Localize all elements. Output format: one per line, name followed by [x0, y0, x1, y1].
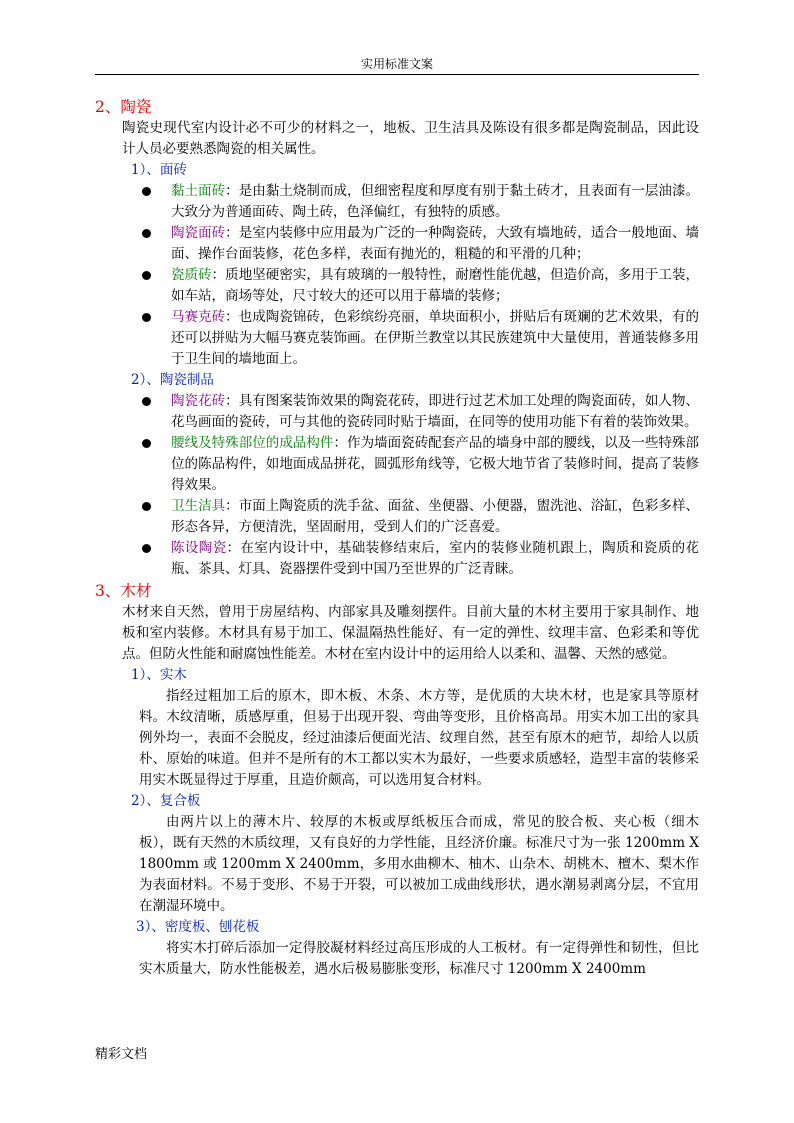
footer-text: 精彩文档	[95, 1047, 148, 1062]
bullet-icon	[142, 397, 151, 406]
term: 腰线及特殊部位的成品构件	[171, 435, 334, 451]
list-item	[95, 391, 699, 433]
solid-wood-text: 指经过粗加工后的原木，即木板、木条、木方等，是优质的大块木材，也是家具等原材料。木纹清晰，质感厚重，但易于出现开裂、弯曲等变形，且价格高昂。用实木加工出的家具例外均一，表面不会脱皮，经过油漆后便面光洁、纹理自然，甚至有原木的疤节，却给人以质朴、原始的味道。但并不是所有的木工都以实木为最好，一些要求质感轻，造型丰富的装修采用实木既显得过于厚重，且造价颇高，可以选用复合材料。	[139, 688, 699, 788]
item-text: ：在室内设计中，基础装修结束后，室内的装修业随机跟上，陶质和瓷质的花瓶、茶具、灯具、瓷器摆件受到中国乃至世界的广泛青睐。	[171, 540, 700, 577]
bullet-icon	[142, 439, 151, 448]
section-heading-ceramics: 2、陶瓷	[95, 98, 152, 116]
bullet-icon	[142, 229, 151, 238]
list-item	[95, 265, 699, 307]
page-footer	[95, 1043, 147, 1062]
ceramics-intro: 陶瓷史现代室内设计必不可少的材料之一，地板、卫生洁具及陈设有很多都是陶瓷制品，因此设计人员必要熟悉陶瓷的相关属性。	[122, 120, 699, 157]
section-heading-wood: 3、木材	[95, 582, 152, 600]
item-text: ：市面上陶瓷质的洗手盆、面盆、坐便器、小便器，盥洗池、浴缸，色彩多样、形态各异，方便清洗，坚固耐用，受到人们的广泛喜爱。	[171, 498, 700, 535]
wood-intro: 木材来自天然，曾用于房屋结构、内部家具及雕刻摆件。目前大量的木材主要用于家具制作、地板和室内装修。木材具有易于加工、保温隔热性能好、有一定的弹性、纹理丰富、色彩柔和等优点。但防火性能和耐腐蚀性能差。木材在室内设计中的运用给人以柔和、温馨、天然的感觉。	[122, 604, 699, 662]
list-item	[95, 223, 699, 265]
list-item	[95, 307, 699, 370]
list-item	[95, 496, 699, 538]
density-board-text: 将实木打碎后添加一定得胶凝材料经过高压形成的人工板材。有一定得弹性和韧性，但比实木质量大，防水性能极差，遇水后极易膨胀变形，标准尺寸 1200mm X 2400mm	[139, 940, 699, 977]
page-header	[95, 56, 699, 75]
term: 卫生洁具	[171, 498, 226, 514]
bullet-icon	[142, 187, 151, 196]
subheading-tiles: 1）、面砖	[131, 162, 187, 178]
item-text: ：具有图案装饰效果的陶瓷花砖，即进行过艺术加工处理的陶瓷面砖，如人物、花鸟画面的瓷砖，可与其他的瓷砖同时贴于墙面，在同等的使用功能下有着的装饰效果。	[171, 393, 700, 430]
item-text: ：质地坚硬密实，具有玻璃的一般特性，耐磨性能优越，但造价高，多用于工装，如车站，商场等处，尺寸较大的还可以用于幕墙的装修；	[171, 267, 700, 304]
term: 瓷质砖	[171, 267, 212, 283]
subheading-ceramic-products: 2）、陶瓷制品	[131, 372, 214, 388]
subheading-density-board: 3）、密度板、刨花板	[136, 919, 260, 935]
term: 马赛克砖	[171, 309, 226, 325]
term: 黏土面砖	[171, 183, 226, 199]
item-text: ：是室内装修中应用最为广泛的一种陶瓷砖，大致有墙地砖，适合一般地面、墙面、操作台面装修，花色多样，表面有抛光的，粗糙的和平滑的几种；	[171, 225, 700, 262]
list-item	[95, 538, 699, 580]
list-item	[95, 433, 699, 496]
subheading-composite-board: 2）、复合板	[131, 793, 201, 809]
bullet-icon	[142, 544, 151, 553]
composite-board-text: 由两片以上的薄木片、较厚的木板或厚纸板压合而成，常见的胶合板、夹心板（细木板），既有天然的木质纹理，又有良好的力学性能，且经济价廉。标准尺寸为一张 1200mm X 1800mm 或 1200mm X 2400mm，多用水曲柳木、柚木、山杂木、胡桃木、檀木、梨木作为表面材料。不易于变形、不易于开裂，可以被加工成曲线形状，遇水潮易剥离分层，不宜用在潮湿环境中。	[139, 814, 699, 914]
item-text: ：作为墙面瓷砖配套产品的墙身中部的腰线，以及一些特殊部位的陈品构件，如地面成品拼花，圆弧形角线等，它极大地节省了装修时间，提高了装修得效果。	[171, 435, 700, 493]
item-text: ：是由黏土烧制而成，但细密程度和厚度有别于黏土砖才，且表面有一层油漆。大致分为普通面砖、陶土砖，色泽偏红，有独特的质感。	[171, 183, 700, 220]
bullet-icon	[142, 271, 151, 280]
subheading-solid-wood: 1）、实木	[131, 667, 187, 683]
list-item	[95, 181, 699, 223]
term: 陶瓷花砖	[171, 393, 226, 409]
bullet-icon	[142, 502, 151, 511]
bullet-icon	[142, 313, 151, 322]
item-text: ：也成陶瓷锦砖，色彩缤纷亮丽，单块面积小，拼贴后有斑斓的艺术效果，有的还可以拼贴为大幅马赛克装饰画。在伊斯兰教堂以其民族建筑中大量使用，普通装修多用于卫生间的墙地面上。	[171, 309, 700, 367]
header-title: 实用标准文案	[360, 57, 433, 71]
document-body	[95, 96, 699, 980]
term: 陈设陶瓷	[171, 540, 227, 556]
term: 陶瓷面砖	[171, 225, 226, 241]
